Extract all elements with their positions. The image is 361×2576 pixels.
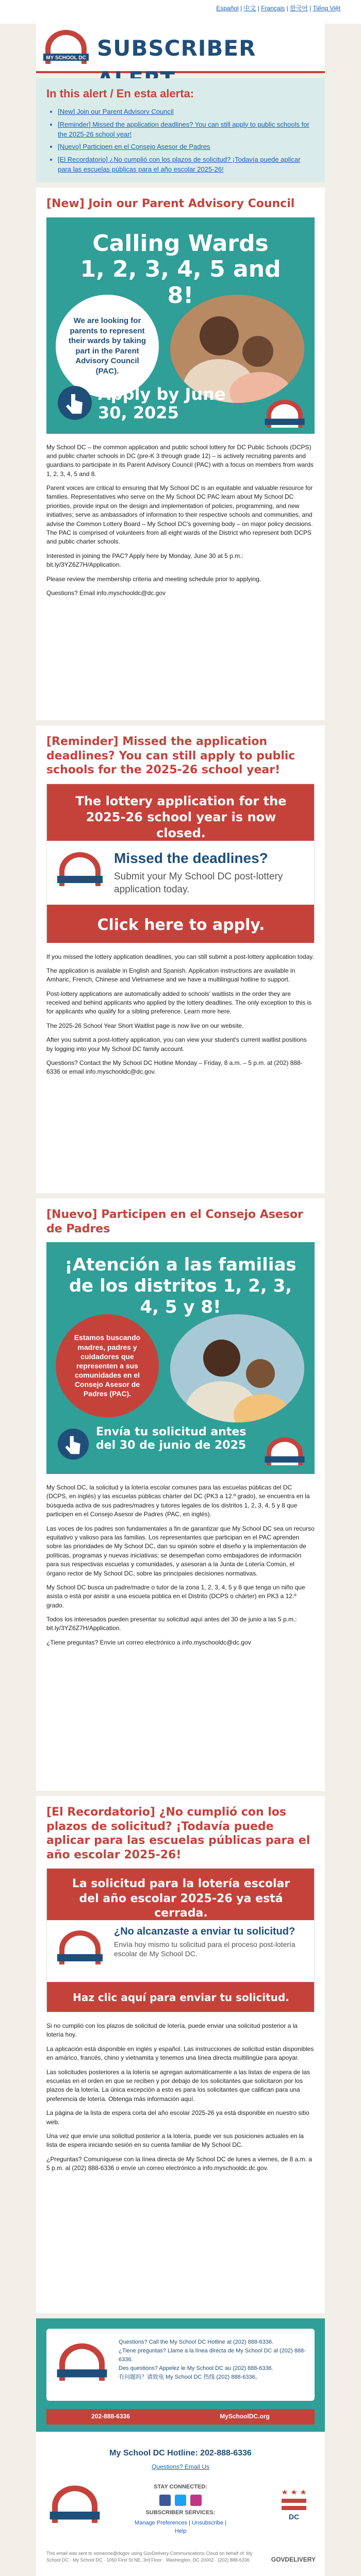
paragraph: My School DC – the common application and public school lottery for DC Public Schools (DCPS) and public charter schools in DC (pre-K 3 through grade 12) – is actively recruiting parents and guardians to participate in its Parent Advisory Council (PAC) with a focus on members from wards 1, 2, 3, 4, 5 and 8. [46, 443, 314, 478]
banner-headline: ¡Atención a las familias de los distritos 1, 2, 3, 4, 5 y 8! [64, 1255, 297, 1317]
apply-cta-button[interactable]: Haz clic aquí para enviar tu solicitud. [47, 1982, 315, 2012]
banner-top-text: The lottery application for the 2025-26 school year is now closed. [47, 784, 315, 841]
subscriber-services-label: SUBSCRIBER SERVICES: [145, 2509, 216, 2516]
paragraph: ¿Preguntas? Comuníquese con la línea directa de My School DC de lunes a viernes, de 8 a.m. a 5 p.m. al (202) 888-6336 o envíe un correo electrónico a info.myschooldc.dc.gov. [46, 2155, 312, 2172]
instagram-icon[interactable] [190, 2495, 202, 2506]
section-title: [El Recordatorio] ¿No cumplió con los plazos de solicitud? ¡Todavía puede aplicar para las escuelas públicas para el año escolar 2025-26! [46, 1806, 310, 1861]
missed-heading: ¿No alcanzaste a enviar tu solicitud? [114, 1926, 296, 1937]
help-line: Des questions? Appelez le My School DC au (202) 888-6336. [119, 2365, 273, 2372]
banner-headline: Calling Wards 1, 2, 3, 4, 5 and 8! [80, 230, 281, 309]
paragraph: My School DC, la solicitud y la lotería escolar comunes para las escuelas públicas del DC (DCPS, en inglés) y las escuelas públicas chárter del DC (PK3 a 12.º grado), se encuentra en la búsqueda activa de sus padres/madres y tutores legales de los distritos 1, 2, 3, 4, 5 y 8 que participen en el Consejo Asesor de Padres (PAC, en inglés). [46, 1484, 310, 1518]
paragraph: Questions? Email info.myschooldc@dc.gov [46, 589, 166, 597]
paragraph: Please review the membership criteria and meeting schedule prior to applying. [46, 575, 261, 583]
toc-item[interactable]: • [El Recordatorio] ¿No cumplió con los plazos de solicitud? ¡Todavía puede aplicar para las escuelas públicas para el año escolar 2025-26! [58, 155, 315, 175]
section-body [46, 953, 315, 1077]
paragraph: La aplicación está disponible en inglés y español. Las instrucciones de solicitud están disponibles en amárico, francés, chino y vietnamita y tenemos una línea directa multilingüe para apoyar. [46, 2045, 314, 2062]
lang-link-fr[interactable]: Français [261, 5, 285, 12]
paragraph: Parent voices are critical to ensuring that My School DC is an equitable and valuable resource for families. Representatives who serve on the My School DC PAC learn about My School DC priorities, provide input on the design and implementation of policies, programming, and new initiatives; serve as ambassadors of information to their respective schools and communities, and advise the Common Lottery Board – My School DC's governing body – on major policy decisions. The PAC is comprised of volunteers from all eight wards of the District who represent both DCPS and public charter schools. [46, 484, 313, 546]
section-missed-deadlines [36, 725, 325, 1193]
closed-banner[interactable] [46, 784, 315, 943]
stay-connected-label: STAY CONNECTED: [154, 2484, 207, 2490]
pointer-hand-icon [57, 385, 93, 421]
paragraph: Una vez que envíe una solicitud posterior a la lotería, puede ver sus posiciones actuales en la lista de espera iniciando sesión en su cuenta familiar de My School DC. [46, 2132, 304, 2149]
section-title: [Nuevo] Participen en el Consejo Asesor de Padres [46, 1208, 303, 1235]
missed-heading: Missed the deadlines? [114, 850, 268, 866]
paragraph: Las solicitudes posteriores a la lotería se agregan automáticamente a las listas de espera de las escuelas en el orden en que se reciben y por debajo de los solicitantes que solicitaron por los plazos de la lotería. La única excepción a esto es para los solicitantes que califican para una preferencia de lotería. Obtenga más información aquí. [46, 2068, 310, 2103]
contact-card [36, 2318, 325, 2432]
facebook-icon[interactable] [159, 2495, 171, 2506]
section-recordatorio [36, 1796, 325, 2313]
fine-print: This email was sent to someone@dcgov using GovDelivery Communications Cloud on behalf of: My School DC · My School DC · 1050 First St NE, 3rd Floor · Washington, DC 20002 · (202) 888-6336 [46, 2551, 253, 2563]
paragraph: ¿Tiene preguntas? Envíe un correo electrónico a info.myschooldc@dc.gov [46, 1638, 251, 1646]
banner-top-text: La solicitud para la lotería escolar del año escolar 2025-26 ya está cerrada. [47, 1869, 315, 1920]
my-school-dc-logo [41, 28, 91, 69]
govdelivery-logo: GOVDELIVERY [271, 2556, 316, 2563]
section-body [46, 2022, 315, 2173]
my-school-dc-logo [54, 1928, 106, 1970]
paragraph: My School DC busca un padre/madre o tutor de la zona 1, 2, 3, 4, 5 y 8 que tenga un niño que asista o está por asistir a una escuela pública en el Distrito (DCPS o chárter) en PK3 a 12.º grado. [46, 1583, 305, 1609]
section-body [46, 443, 315, 598]
apply-by-date: Apply by June 30, 2025 [98, 384, 226, 423]
manage-links[interactable]: Manage Preferences | Unsubscribe | Help [134, 2519, 227, 2534]
paragraph: Interested in joining the PAC? Apply here by Monday, June 30 at 5 p.m.: bit.ly/3YZ6Z7H/Application. [46, 552, 243, 569]
table-of-contents [36, 78, 325, 182]
help-line: ¿Tiene preguntas? Llame a la línea directa de My School DC al (202) 888-6336. [119, 2348, 306, 2363]
phone-number[interactable]: 202-888-6336 [91, 2413, 130, 2420]
social-icons [129, 2495, 232, 2506]
pac-banner-es [46, 1242, 315, 1474]
lang-link-vi[interactable]: Tiếng Việt [313, 5, 340, 12]
dc-flag-icon [278, 2485, 309, 2521]
paragraph: Si no cumplió con los plazos de solicitud de lotería, puede enviar una solicitud posterior a la lotería hoy. [46, 2022, 298, 2039]
language-links: Español | 中文 | Français | 한국어 | Tiếng Việt [216, 5, 340, 12]
paragraph: Questions? Contact the My School DC Hotline Monday – Friday, 8 a.m. – 5 p.m. at (202) 888-6336 or email info.myschooldc@dc.gov. [46, 1059, 303, 1076]
website-link[interactable]: MySchoolDC.org [220, 2413, 270, 2420]
logo-text: MY SCHOOL DC [46, 55, 86, 61]
my-school-dc-logo [54, 2341, 110, 2386]
closed-banner-es[interactable] [46, 1868, 315, 2012]
paragraph: La página de la lista de espera corta del año escolar 2025-26 ya está disponible en nuestro sitio web. [46, 2109, 309, 2126]
paragraph: If you missed the lottery application deadlines, you can still submit a post-lottery application today. [46, 953, 314, 960]
my-school-dc-logo [54, 850, 106, 891]
lang-link-ko[interactable]: 한국어 [290, 5, 308, 12]
footer [36, 2432, 325, 2576]
paragraph: The application is available in English and Spanish. Application instructions are available in Amharic, French, Chinese and Vietnamese and we have a multilingual hotline to support. [46, 967, 296, 984]
svg-text:DC: DC [288, 2513, 300, 2521]
hotline-text: My School DC Hotline: 202-888-6336 [109, 2449, 252, 2458]
pac-banner [46, 217, 315, 434]
section-consejo-asesor [36, 1198, 325, 1791]
missed-subtext: Envía hoy mismo tu solicitud para el proceso post-lotería escolar de My School DC. [114, 1940, 296, 1958]
toc-item[interactable]: • [Reminder] Missed the application deadlines? You can still apply to public schools for the 2025-26 school year! [58, 120, 315, 140]
apply-by-date: Envía tu solicitud antes del 30 de junio de 2025 [96, 1426, 247, 1452]
section-parent-advisory-council [36, 188, 325, 720]
twitter-icon[interactable] [175, 2495, 186, 2506]
toc-item[interactable]: • [Nuevo] Participen en el Consejo Asesor de Padres [58, 142, 315, 152]
banner-bubble: We are looking for parents to represent their wards by taking part in the Parent Advisory Council (PAC). [56, 295, 159, 398]
lang-link-es[interactable]: Español [216, 5, 239, 12]
contact-strip [46, 2409, 315, 2425]
paragraph: After you submit a post-lottery application, you can view your student's current waitlist positions by logging into your My School DC family account. [46, 1036, 307, 1053]
toc-item[interactable]: • [New] Join our Parent Advisory Council [58, 107, 315, 117]
section-title: [Reminder] Missed the application deadlines? You can still apply to public schools for the 2025-26 school year! [46, 735, 296, 776]
lang-link-zh[interactable]: 中文 [243, 5, 256, 12]
top-bar [0, 0, 361, 24]
paragraph: Todos los interesados pueden presentar su solicitud aquí antes del 30 de junio a las 5 p.m.: bit.ly/3YZ6Z7H/Application. [46, 1616, 297, 1632]
toc-heading: In this alert / En esta alerta: [46, 87, 194, 100]
email-us-link[interactable]: Questions? Email Us [151, 2463, 210, 2470]
paragraph: The 2025-26 School Year Short Waitlist page is now live on our website. [46, 1022, 244, 1029]
section-title: [New] Join our Parent Advisory Council [46, 197, 295, 210]
my-school-dc-logo [263, 1435, 306, 1467]
family-photo [170, 1314, 304, 1422]
apply-cta-button[interactable]: Click here to apply. [47, 905, 315, 943]
section-body [46, 1483, 315, 1647]
my-school-dc-logo [263, 398, 306, 430]
page-title: SUBSCRIBER [97, 36, 256, 61]
missed-subtext: Submit your My School DC post-lottery application today. [114, 871, 283, 895]
my-school-dc-logo [46, 2483, 103, 2529]
alert-header [36, 24, 325, 73]
pointer-hand-icon [57, 1428, 90, 1461]
help-line: Questions? Call the My School DC Hotline at (202) 888-6336. [119, 2339, 274, 2345]
paragraph: Post-lottery applications are automatically added to schools' waitlists in the order they are received and behind applicants who applied by the lottery deadlines. The only exception to this is for applicants who qualify for a sibling preference. Learn more here. [46, 990, 312, 1015]
banner-bubble: Estamos buscando madres, padres y cuidadores que representen a sus comunidades en el Consejo Asesor de Padres (PAC). [56, 1314, 159, 1417]
help-line: 有问题吗？请致电 My School DC 热线 (202) 888-6336。 [119, 2374, 261, 2381]
paragraph: Las voces de los padres son fundamentales a fin de garantizar que My School DC sea un recurso equitativo y valioso para las familias. Los representantes que participan en el PAC aprenden sobre las prioridades de My School DC, dan su opinión sobre el diseño y la implementación de políticas, programas y nuevas iniciativas; se desempeñan como embajadores de información para sus respectivas escuelas y comunidades, y asesoran a la Junta de Lotería Común, el órgano rector de My School DC, sobre las principales decisiones normativas. [46, 1524, 315, 1577]
